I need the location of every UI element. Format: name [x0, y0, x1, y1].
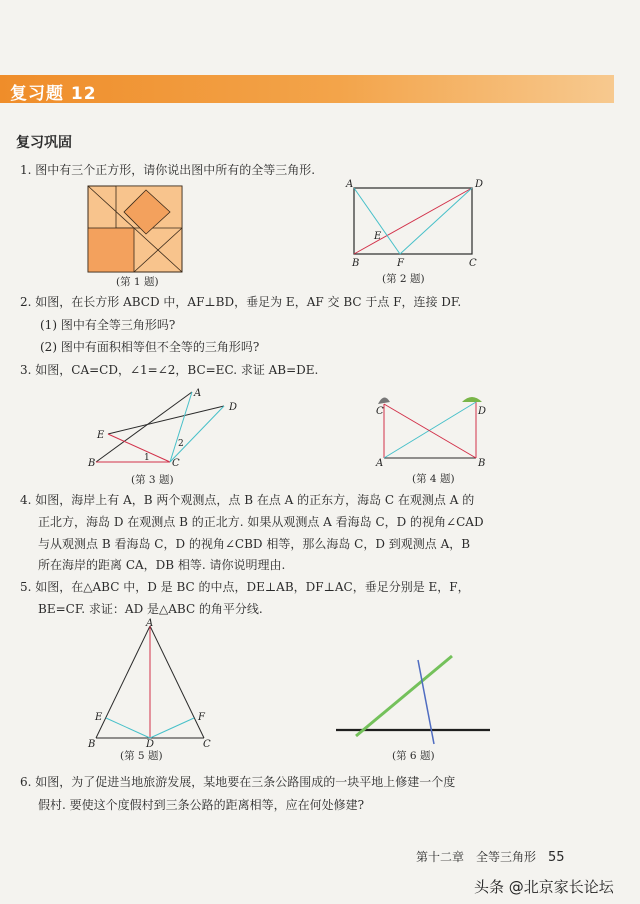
fig2-label-E: E [374, 231, 382, 242]
question-2-sub-2: (2) 图中有面积相等但不全等的三角形吗? [40, 340, 260, 354]
fig2-label-F: F [397, 258, 404, 269]
fig4-label-A: A [376, 458, 384, 469]
fig5-label-F: F [198, 712, 205, 723]
fig2-label-A: A [346, 179, 354, 190]
page-footer [416, 848, 565, 865]
fig3-angle-2: 2 [178, 439, 184, 449]
fig3-label-C: C [172, 458, 180, 469]
fig4-label-D: D [478, 406, 487, 417]
fig2-label-B: B [352, 258, 360, 269]
figure-3-triangles [86, 384, 246, 470]
island-c-icon [378, 397, 390, 404]
road-green [356, 656, 452, 736]
figure-5-caption: (第 5 题) [120, 750, 163, 762]
question-5-line-2: BE=CF. 求证：AD 是△ABC 的角平分线. [38, 602, 263, 616]
watermark: 头条 @北京家长论坛 [474, 878, 614, 896]
question-2-text: 2. 如图，在长方形 ABCD 中，AF⊥BD，垂足为 E，AF 交 BC 于点 F，连接 DF. [20, 295, 462, 309]
figure-6-caption: (第 6 题) [392, 750, 435, 762]
figure-5-isosceles [88, 618, 218, 748]
question-6-line-1: 6. 如图，为了促进当地旅游发展，某地要在三条公路围成的一块平地上修建一个度 [20, 775, 456, 789]
fig2-label-C: C [469, 258, 477, 269]
figure-1-caption: (第 1 题) [116, 276, 159, 288]
question-4-line-3: 与从观测点 B 看海岛 C，D 的视角∠CBD 相等，那么海岛 C，D 到观测点 A，B [38, 537, 471, 551]
fig5-label-B: B [88, 739, 96, 750]
fig3-label-A: A [194, 388, 202, 399]
page-number: 55 [548, 850, 565, 865]
question-4-line-4: 所在海岸的距离 CA，DB 相等. 请你说明理由. [38, 558, 286, 572]
fig2-label-D: D [475, 179, 484, 190]
section-title: 复习巩固 [16, 135, 72, 151]
question-3-text: 3. 如图，CA=CD，∠1=∠2，BC=EC. 求证 AB=DE. [20, 363, 319, 377]
fig3-label-D: D [229, 402, 238, 413]
figure-1-squares [88, 186, 182, 272]
question-4-line-1: 4. 如图，海岸上有 A，B 两个观测点，点 B 在点 A 的正东方，海岛 C 在观测点 A 的 [20, 493, 475, 507]
figure-6-roads [330, 650, 500, 750]
fig5-label-D: D [146, 739, 155, 750]
question-4-line-2: 正北方，海岛 D 在观测点 B 的正北方. 如果从观测点 A 看海岛 C，D 的视角∠CAD [38, 515, 484, 529]
figure-3-caption: (第 3 题) [131, 474, 174, 486]
page-title: 复习题 12 [10, 84, 97, 104]
fig3-angle-1: 1 [144, 453, 150, 463]
fig4-label-B: B [478, 458, 486, 469]
fig5-label-C: C [203, 739, 211, 750]
fig4-label-C: C [376, 406, 384, 417]
question-6-line-2: 假村. 要使这个度假村到三条公路的距离相等，应在何处修建? [38, 798, 365, 812]
question-1-text: 1. 图中有三个正方形，请你说出图中所有的全等三角形. [20, 163, 316, 177]
chapter-title: 第十二章 全等三角形 [416, 850, 537, 864]
question-5-line-1: 5. 如图，在△ABC 中，D 是 BC 的中点，DE⊥AB，DF⊥AC，垂足分别是 E，F， [20, 580, 470, 594]
figure-2-caption: (第 2 题) [382, 273, 425, 285]
figure-2-rectangle [344, 178, 484, 270]
fig3-label-E: E [97, 430, 105, 441]
fig3-label-B: B [88, 458, 96, 469]
question-2-sub-1: (1) 图中有全等三角形吗? [40, 318, 176, 332]
fig5-label-E: E [95, 712, 103, 723]
fig5-label-A: A [146, 618, 154, 629]
island-d-icon [462, 397, 482, 402]
figure-4-caption: (第 4 题) [412, 473, 455, 485]
figure-4-islands [372, 390, 492, 470]
